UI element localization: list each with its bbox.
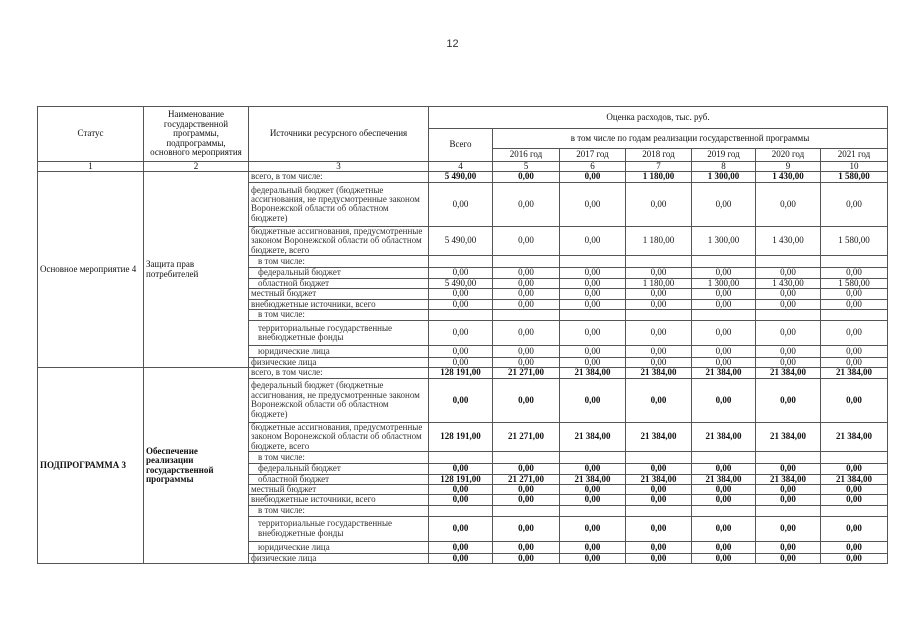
column-number: 9 xyxy=(756,162,821,172)
year-value-cell xyxy=(692,309,756,320)
year-value-cell: 0,00 xyxy=(756,541,821,553)
header-year: 2018 год xyxy=(626,149,692,162)
year-value-cell: 0,00 xyxy=(560,278,626,288)
year-value-cell: 0,00 xyxy=(756,268,821,278)
year-value-cell: 21 384,00 xyxy=(692,368,756,378)
year-value-cell: 0,00 xyxy=(692,357,756,367)
year-value-cell: 0,00 xyxy=(821,320,888,345)
year-value-cell: 0,00 xyxy=(821,182,888,226)
year-value-cell xyxy=(560,505,626,516)
year-value-cell: 0,00 xyxy=(821,378,888,422)
year-value-cell: 0,00 xyxy=(626,299,692,309)
year-value-cell: 21 384,00 xyxy=(821,422,888,451)
year-value-cell: 1 300,00 xyxy=(692,172,756,182)
year-value-cell: 0,00 xyxy=(626,516,692,541)
year-value-cell xyxy=(692,452,756,464)
year-value-cell: 0,00 xyxy=(626,485,692,495)
column-number: 10 xyxy=(821,162,888,172)
year-value-cell: 0,00 xyxy=(692,299,756,309)
year-value-cell: 0,00 xyxy=(756,182,821,226)
year-value-cell: 0,00 xyxy=(626,541,692,553)
year-value-cell: 0,00 xyxy=(560,495,626,505)
year-value-cell xyxy=(626,505,692,516)
year-value-cell: 0,00 xyxy=(560,226,626,255)
year-value-cell: 0,00 xyxy=(821,357,888,367)
year-value-cell: 1 300,00 xyxy=(692,226,756,255)
year-value-cell: 0,00 xyxy=(493,226,560,255)
total-value-cell: 0,00 xyxy=(429,357,493,367)
year-value-cell: 0,00 xyxy=(821,345,888,357)
source-cell: бюджетные ассигнования, предусмотренные законом Воронежской области об областном бюджете, всего xyxy=(249,422,429,451)
source-cell: областной бюджет xyxy=(249,278,429,288)
total-value-cell: 0,00 xyxy=(429,541,493,553)
year-value-cell xyxy=(756,505,821,516)
source-cell: юридические лица xyxy=(249,541,429,553)
source-cell: внебюджетные источники, всего xyxy=(249,495,429,505)
year-value-cell: 1 180,00 xyxy=(626,172,692,182)
year-value-cell: 0,00 xyxy=(560,182,626,226)
year-value-cell: 0,00 xyxy=(493,495,560,505)
year-value-cell: 0,00 xyxy=(626,378,692,422)
year-value-cell xyxy=(626,256,692,268)
total-value-cell: 5 490,00 xyxy=(429,172,493,182)
header-estimate: Оценка расходов, тыс. руб. xyxy=(429,107,888,129)
year-value-cell: 21 384,00 xyxy=(821,368,888,378)
header-year: 2017 год xyxy=(560,149,626,162)
year-value-cell: 1 300,00 xyxy=(692,278,756,288)
year-value-cell: 21 384,00 xyxy=(756,422,821,451)
page-number: 12 xyxy=(446,38,459,50)
column-number: 5 xyxy=(493,162,560,172)
total-value-cell xyxy=(429,309,493,320)
total-value-cell: 128 191,00 xyxy=(429,368,493,378)
total-value-cell: 5 490,00 xyxy=(429,278,493,288)
year-value-cell: 21 384,00 xyxy=(821,474,888,484)
year-value-cell: 0,00 xyxy=(560,345,626,357)
year-value-cell xyxy=(560,452,626,464)
year-value-cell: 0,00 xyxy=(560,541,626,553)
header-year: 2016 год xyxy=(493,149,560,162)
year-value-cell: 0,00 xyxy=(821,289,888,299)
year-value-cell: 0,00 xyxy=(692,541,756,553)
year-value-cell: 0,00 xyxy=(821,464,888,474)
source-cell: областной бюджет xyxy=(249,474,429,484)
year-value-cell xyxy=(821,452,888,464)
year-value-cell xyxy=(493,452,560,464)
total-value-cell: 0,00 xyxy=(429,268,493,278)
year-value-cell: 0,00 xyxy=(493,278,560,288)
year-value-cell xyxy=(626,452,692,464)
column-number: 3 xyxy=(249,162,429,172)
header-year: 2020 год xyxy=(756,149,821,162)
source-cell: местный бюджет xyxy=(249,485,429,495)
year-value-cell: 0,00 xyxy=(692,553,756,563)
year-value-cell xyxy=(493,505,560,516)
total-value-cell: 128 191,00 xyxy=(429,422,493,451)
year-value-cell: 21 271,00 xyxy=(493,474,560,484)
year-value-cell xyxy=(626,309,692,320)
source-cell: внебюджетные источники, всего xyxy=(249,299,429,309)
year-value-cell: 0,00 xyxy=(560,553,626,563)
year-value-cell xyxy=(493,256,560,268)
year-value-cell: 21 384,00 xyxy=(692,474,756,484)
year-value-cell xyxy=(692,256,756,268)
total-value-cell: 0,00 xyxy=(429,553,493,563)
year-value-cell: 1 580,00 xyxy=(821,172,888,182)
year-value-cell: 0,00 xyxy=(626,268,692,278)
column-number: 1 xyxy=(38,162,144,172)
total-value-cell: 0,00 xyxy=(429,289,493,299)
total-value-cell: 0,00 xyxy=(429,299,493,309)
source-cell: всего, в том числе: xyxy=(249,368,429,378)
year-value-cell: 0,00 xyxy=(626,182,692,226)
table-row xyxy=(38,172,888,182)
source-cell: федеральный бюджет (бюджетные ассигнования, не предусмотренные законом Воронежской области об областном бюджете) xyxy=(249,378,429,422)
year-value-cell: 0,00 xyxy=(493,378,560,422)
year-value-cell: 0,00 xyxy=(692,320,756,345)
year-value-cell xyxy=(560,309,626,320)
year-value-cell: 0,00 xyxy=(493,289,560,299)
year-value-cell: 0,00 xyxy=(493,182,560,226)
year-value-cell xyxy=(756,309,821,320)
total-value-cell: 0,00 xyxy=(429,485,493,495)
year-value-cell: 0,00 xyxy=(493,516,560,541)
program-name-cell: Защита прав потребителей xyxy=(144,172,249,368)
year-value-cell: 21 384,00 xyxy=(626,422,692,451)
year-value-cell: 0,00 xyxy=(560,464,626,474)
year-value-cell: 0,00 xyxy=(756,464,821,474)
year-value-cell: 0,00 xyxy=(560,485,626,495)
status-cell: Основное мероприятие 4 xyxy=(38,172,144,368)
year-value-cell: 0,00 xyxy=(626,345,692,357)
year-value-cell xyxy=(493,309,560,320)
year-value-cell: 0,00 xyxy=(560,289,626,299)
year-value-cell xyxy=(821,256,888,268)
total-value-cell: 5 490,00 xyxy=(429,226,493,255)
year-value-cell: 0,00 xyxy=(493,345,560,357)
year-value-cell: 0,00 xyxy=(692,345,756,357)
year-value-cell: 21 384,00 xyxy=(692,422,756,451)
year-value-cell: 0,00 xyxy=(493,172,560,182)
year-value-cell: 0,00 xyxy=(692,289,756,299)
year-value-cell xyxy=(821,505,888,516)
year-value-cell: 0,00 xyxy=(756,357,821,367)
year-value-cell: 0,00 xyxy=(493,357,560,367)
total-value-cell xyxy=(429,256,493,268)
year-value-cell: 0,00 xyxy=(493,541,560,553)
year-value-cell: 0,00 xyxy=(560,320,626,345)
table-row xyxy=(38,368,888,378)
total-value-cell: 0,00 xyxy=(429,464,493,474)
year-value-cell: 0,00 xyxy=(821,485,888,495)
year-value-cell: 0,00 xyxy=(560,378,626,422)
total-value-cell xyxy=(429,452,493,464)
year-value-cell: 0,00 xyxy=(493,464,560,474)
total-value-cell: 0,00 xyxy=(429,345,493,357)
year-value-cell: 0,00 xyxy=(493,553,560,563)
source-cell: в том числе: xyxy=(249,505,429,516)
total-value-cell: 0,00 xyxy=(429,516,493,541)
year-value-cell: 0,00 xyxy=(560,357,626,367)
year-value-cell: 0,00 xyxy=(692,485,756,495)
year-value-cell: 0,00 xyxy=(560,172,626,182)
year-value-cell: 0,00 xyxy=(756,495,821,505)
year-value-cell: 0,00 xyxy=(756,378,821,422)
year-value-cell: 0,00 xyxy=(626,320,692,345)
year-value-cell: 0,00 xyxy=(692,378,756,422)
total-value-cell xyxy=(429,505,493,516)
year-value-cell: 0,00 xyxy=(821,299,888,309)
source-cell: местный бюджет xyxy=(249,289,429,299)
year-value-cell: 0,00 xyxy=(756,289,821,299)
year-value-cell: 0,00 xyxy=(626,289,692,299)
year-value-cell: 21 384,00 xyxy=(560,368,626,378)
year-value-cell xyxy=(560,256,626,268)
header-year: 2019 год xyxy=(692,149,756,162)
total-value-cell: 128 191,00 xyxy=(429,474,493,484)
year-value-cell: 0,00 xyxy=(493,268,560,278)
year-value-cell: 0,00 xyxy=(756,299,821,309)
source-cell: территориальные государственные внебюджетные фонды xyxy=(249,516,429,541)
year-value-cell: 0,00 xyxy=(626,495,692,505)
header-name: Наименование государственной программы, подпрограммы, основного мероприятия xyxy=(144,107,249,162)
year-value-cell: 1 180,00 xyxy=(626,278,692,288)
source-cell: бюджетные ассигнования, предусмотренные законом Воронежской области об областном бюджете, всего xyxy=(249,226,429,255)
year-value-cell: 21 384,00 xyxy=(756,368,821,378)
year-value-cell: 0,00 xyxy=(560,299,626,309)
year-value-cell: 1 580,00 xyxy=(821,226,888,255)
year-value-cell xyxy=(821,309,888,320)
year-value-cell: 21 384,00 xyxy=(560,474,626,484)
year-value-cell: 0,00 xyxy=(821,516,888,541)
year-value-cell: 0,00 xyxy=(560,268,626,278)
year-value-cell: 0,00 xyxy=(756,345,821,357)
year-value-cell: 21 271,00 xyxy=(493,422,560,451)
total-value-cell: 0,00 xyxy=(429,182,493,226)
source-cell: федеральный бюджет xyxy=(249,464,429,474)
year-value-cell: 0,00 xyxy=(756,485,821,495)
column-number: 6 xyxy=(560,162,626,172)
year-value-cell: 1 430,00 xyxy=(756,172,821,182)
year-value-cell: 21 384,00 xyxy=(756,474,821,484)
year-value-cell: 0,00 xyxy=(626,357,692,367)
year-value-cell: 0,00 xyxy=(821,553,888,563)
header-by-year: в том числе по годам реализации государственной программы xyxy=(493,129,888,149)
header-status: Статус xyxy=(38,107,144,162)
year-value-cell: 0,00 xyxy=(493,485,560,495)
year-value-cell: 21 384,00 xyxy=(626,368,692,378)
year-value-cell xyxy=(756,256,821,268)
source-cell: федеральный бюджет xyxy=(249,268,429,278)
source-cell: федеральный бюджет (бюджетные ассигнования, не предусмотренные законом Воронежской области об областном бюджете) xyxy=(249,182,429,226)
year-value-cell: 0,00 xyxy=(626,553,692,563)
source-cell: в том числе: xyxy=(249,256,429,268)
year-value-cell: 1 180,00 xyxy=(626,226,692,255)
year-value-cell: 0,00 xyxy=(692,516,756,541)
year-value-cell: 0,00 xyxy=(756,553,821,563)
source-cell: в том числе: xyxy=(249,309,429,320)
year-value-cell: 0,00 xyxy=(821,495,888,505)
year-value-cell: 0,00 xyxy=(560,516,626,541)
year-value-cell: 0,00 xyxy=(493,299,560,309)
year-value-cell: 21 384,00 xyxy=(560,422,626,451)
column-number-row xyxy=(38,162,888,172)
year-value-cell: 0,00 xyxy=(756,320,821,345)
column-number: 4 xyxy=(429,162,493,172)
year-value-cell: 0,00 xyxy=(821,541,888,553)
year-value-cell: 1 580,00 xyxy=(821,278,888,288)
year-value-cell: 0,00 xyxy=(692,464,756,474)
year-value-cell: 21 384,00 xyxy=(626,474,692,484)
status-cell: ПОДПРОГРАММА 3 xyxy=(38,368,144,564)
year-value-cell: 0,00 xyxy=(692,182,756,226)
program-name-cell: Обеспечение реализации государственной программы xyxy=(144,368,249,564)
source-cell: юридические лица xyxy=(249,345,429,357)
year-value-cell: 0,00 xyxy=(493,320,560,345)
year-value-cell: 21 271,00 xyxy=(493,368,560,378)
year-value-cell: 1 430,00 xyxy=(756,226,821,255)
header-source: Источники ресурсного обеспечения xyxy=(249,107,429,162)
year-value-cell xyxy=(756,452,821,464)
source-cell: территориальные государственные внебюджетные фонды xyxy=(249,320,429,345)
total-value-cell: 0,00 xyxy=(429,320,493,345)
year-value-cell: 0,00 xyxy=(692,268,756,278)
year-value-cell: 0,00 xyxy=(756,516,821,541)
column-number: 8 xyxy=(692,162,756,172)
header-year: 2021 год xyxy=(821,149,888,162)
column-number: 2 xyxy=(144,162,249,172)
header-total: Всего xyxy=(429,129,493,162)
year-value-cell: 0,00 xyxy=(821,268,888,278)
source-cell: всего, в том числе: xyxy=(249,172,429,182)
column-number: 7 xyxy=(626,162,692,172)
total-value-cell: 0,00 xyxy=(429,378,493,422)
year-value-cell xyxy=(692,505,756,516)
total-value-cell: 0,00 xyxy=(429,495,493,505)
year-value-cell: 0,00 xyxy=(692,495,756,505)
budget-table xyxy=(37,106,888,564)
year-value-cell: 1 430,00 xyxy=(756,278,821,288)
source-cell: в том числе: xyxy=(249,452,429,464)
source-cell: физические лица xyxy=(249,357,429,367)
source-cell: физические лица xyxy=(249,553,429,563)
year-value-cell: 0,00 xyxy=(626,464,692,474)
